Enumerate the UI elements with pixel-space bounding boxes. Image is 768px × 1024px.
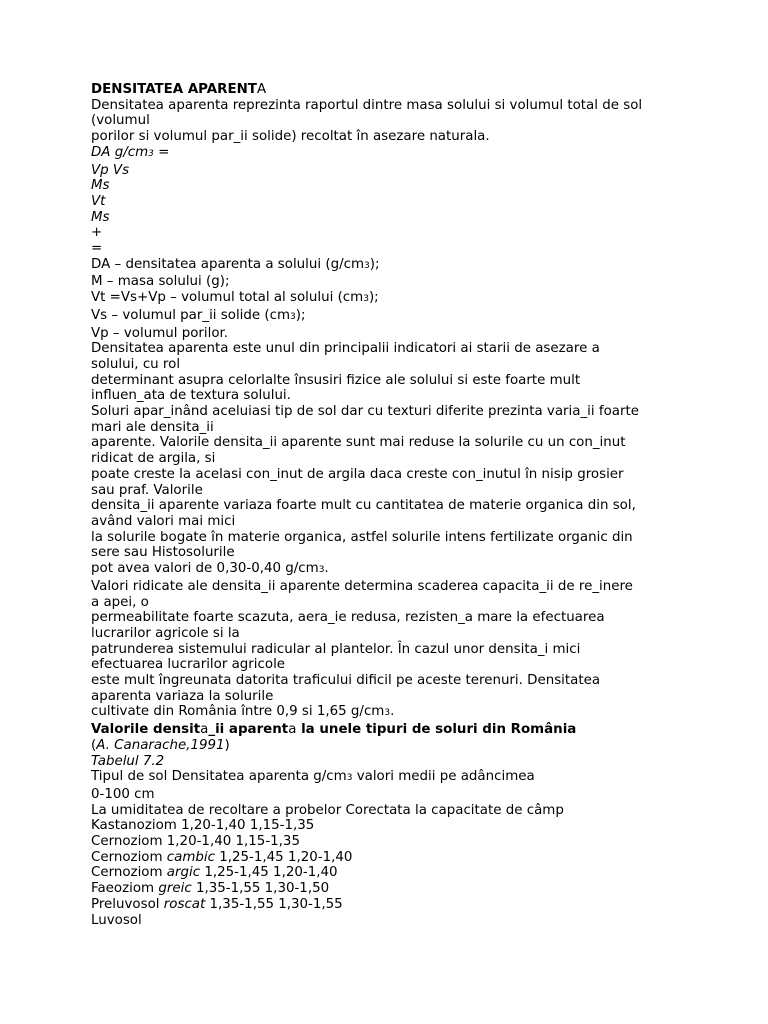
body-line: a apei, o [91,594,149,610]
formula-line: Ms [91,209,110,225]
definition-line: M – masa solului (g); [91,274,230,290]
formula-line: Ms [91,178,110,194]
formula-plus: + [91,225,103,241]
body-line: Soluri apar_inând aceluiasi tip de sol dar cu texturi diferite prezinta varia_ii foarte [91,404,639,420]
body-line: sau praf. Valorile [91,482,203,498]
definition-line: DA – densitatea aparenta a solului (g/cm3); [91,256,380,272]
body-line: ridicat de argila, si [91,451,216,467]
body-line: la solurile bogate în materie organica, astfel solurile intens fertilizate organic din [91,529,633,545]
table-row: Preluvosol roscat 1,35-1,55 1,30-1,55 [91,896,343,912]
body-line: aparente. Valorile densita_ii aparente sunt mai reduse la solurile cu un con_inut [91,435,626,451]
body-line: solului, cu rol [91,356,181,372]
citation-author: A. Canarache,1991 [96,737,225,753]
body-line: densita_ii aparente variaza foarte mult cu cantitatea de materie organica din sol, [91,498,636,514]
definition-line: Vp – volumul porilor. [91,325,229,341]
table-header-line: Tipul de sol Densitatea aparenta g/cm3 valori medii pe adâncimea [91,769,535,785]
table-label: Tabelul 7.2 [91,753,165,769]
body-line: având valori mai mici [91,513,236,529]
table-row: Kastanoziom 1,20-1,40 1,15-1,35 [91,818,315,834]
body-line: aparenta variaza la solurile [91,688,274,704]
range-line: cultivate din România între 0,9 si 1,65 g/cm3. [91,704,395,720]
definition-line: Vs – volumul par_ii solide (cm3); [91,307,306,323]
body-line: determinant asupra celorlalte însusiri fizice ale solului si este foarte mult [91,372,581,388]
formula-line: Vt [91,193,106,209]
body-line: este mult îngreunata datorita traficului dificil pe aceste terenuri. Densitatea [91,673,601,689]
document-page [91,82,691,928]
table-heading: Valorile densita_ii aparenta la unele tipuri de soluri din România [91,722,577,738]
title-bold: DENSITATEA APARENT [91,82,257,97]
body-line: efectuarea lucrarilor agricole [91,657,286,673]
values-line: pot avea valori de 0,30-0,40 g/cm3. [91,561,329,577]
document-title [91,82,691,98]
citation: (A. Canarache,1991) [91,737,230,753]
body-line: Valori ridicate ale densita_ii aparente determina scaderea capacita_ii de re_inere [91,578,633,594]
body-line: mari ale densita_ii [91,419,214,435]
table-row: Cernoziom cambic 1,25-1,45 1,20-1,40 [91,849,353,865]
body-line: Densitatea aparenta este unul din principalii indicatori ai starii de asezare a [91,341,600,357]
title-tail: A [256,82,267,97]
table-header-columns: La umiditatea de recoltare a probelor Corectata la capacitate de câmp [91,802,564,818]
body-line: lucrarilor agricole si la [91,625,240,641]
formula-da-sub: 3 [148,148,154,159]
definition-line: Vt =Vs+Vp – volumul total al solului (cm3); [91,290,379,306]
body-line: sere sau Histosolurile [91,545,235,561]
table-header-depth: 0-100 cm [91,786,155,802]
intro-line-1: Densitatea aparenta reprezinta raportul dintre masa solului si volumul total de sol [91,97,643,113]
body-line: influen_ata de textura solului. [91,388,291,404]
body-line: patrunderea sistemului radicular al plantelor. În cazul unor densita_i mici [91,641,581,657]
table-row: Faeoziom greic 1,35-1,55 1,30-1,50 [91,881,330,897]
table-row: Cernoziom argic 1,25-1,45 1,20-1,40 [91,865,338,881]
table-row: Cernoziom 1,20-1,40 1,15-1,35 [91,834,300,850]
body-line: permeabilitate foarte scazuta, aera_ie redusa, rezisten_a mare la efectuarea [91,610,605,626]
formula-da: DA g/cm3 = [91,144,170,160]
formula-equals: = [91,241,103,257]
body-line: poate creste la acelasi con_inut de argila daca creste con_inutul în nisip grosier [91,466,624,482]
table-row: Luvosol [91,912,142,928]
intro-line-3: porilor si volumul par_ii solide) recoltat în asezare naturala. [91,129,490,145]
intro-line-2: (volumul [91,113,150,129]
formula-line: Vp Vs [91,162,130,178]
